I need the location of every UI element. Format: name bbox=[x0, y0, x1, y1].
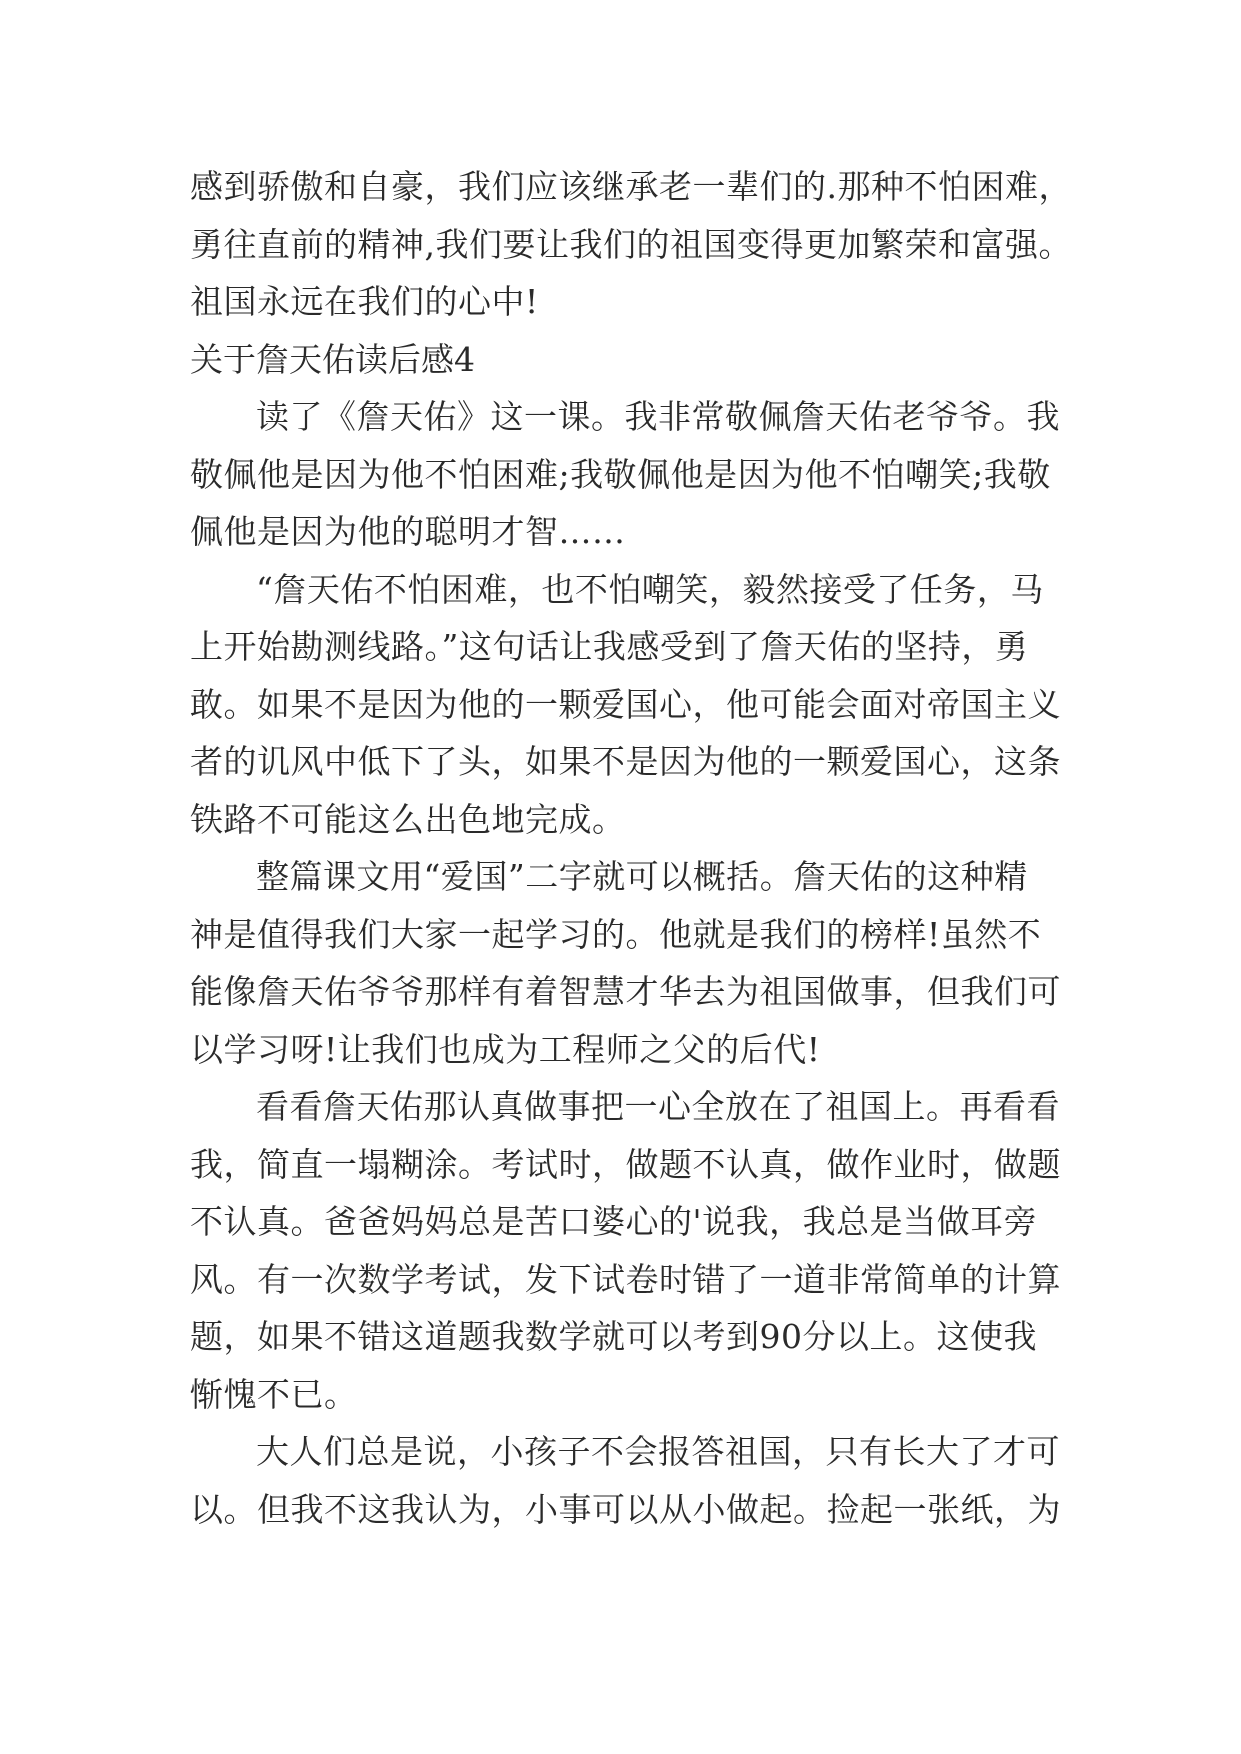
text-line: 佩他是因为他的聪明才智…… bbox=[190, 512, 626, 551]
text-line: 整篇课文用“爱国”二字就可以概括。詹天佑的这种精 bbox=[256, 857, 1028, 896]
text-line: 以。但我不这我认为，小事可以从小做起。捡起一张纸，为 bbox=[190, 1489, 1061, 1529]
text-line: 敢。如果不是因为他的一颗爱国心，他可能会面对帝国主义 bbox=[190, 684, 1061, 724]
text-line: 以学习呀!让我们也成为工程师之父的后代! bbox=[190, 1029, 821, 1069]
text-line: 能像詹天佑爷爷那样有着智慧才华去为祖国做事，但我们可 bbox=[190, 972, 1061, 1011]
text-line: “詹天佑不怕困难，也不怕嘲笑，毅然接受了任务，马 bbox=[256, 569, 1044, 609]
text-line: 铁路不可能这么出色地完成。 bbox=[190, 799, 626, 839]
text-line: 祖国永远在我们的心中! bbox=[190, 282, 539, 321]
document-body bbox=[190, 158, 1072, 1538]
text-line: 勇往直前的精神,我们要让我们的祖国变得更加繁荣和富强。 bbox=[190, 224, 1072, 264]
text-line: 感到骄傲和自豪，我们应该继承老一辈们的.那种不怕困难， bbox=[190, 167, 1072, 206]
text-line: 者的讥风中低下了头，如果不是因为他的一颗爱国心，这条 bbox=[190, 742, 1061, 781]
text-line: 不认真。爸爸妈妈总是苦口婆心的'说我，我总是当做耳旁 bbox=[190, 1202, 1038, 1241]
text-line: 读了《詹天佑》这一课。我非常敬佩詹天佑老爷爷。我 bbox=[256, 397, 1060, 436]
text-line: 神是值得我们大家一起学习的。他就是我们的榜样!虽然不 bbox=[190, 914, 1042, 954]
text-line: 题，如果不错这道题我数学就可以考到90分以上。这使我 bbox=[190, 1317, 1037, 1356]
text-line: 惭愧不已。 bbox=[190, 1374, 358, 1414]
section-heading: 关于詹天佑读后感4 bbox=[190, 339, 475, 379]
text-line: 风。有一次数学考试，发下试卷时错了一道非常简单的计算 bbox=[190, 1259, 1061, 1299]
text-line: 敬佩他是因为他不怕困难;我敬佩他是因为他不怕嘲笑;我敬 bbox=[190, 454, 1051, 494]
text-line: 大人们总是说，小孩子不会报答祖国，只有长大了才可 bbox=[256, 1432, 1060, 1471]
text-line: 看看詹天佑那认真做事把一心全放在了祖国上。再看看 bbox=[256, 1087, 1060, 1126]
text-line: 上开始勘测线路。”这句话让我感受到了詹天佑的坚持，勇 bbox=[190, 627, 1029, 666]
text-line: 我，简直一塌糊涂。考试时，做题不认真，做作业时，做题 bbox=[190, 1144, 1061, 1184]
